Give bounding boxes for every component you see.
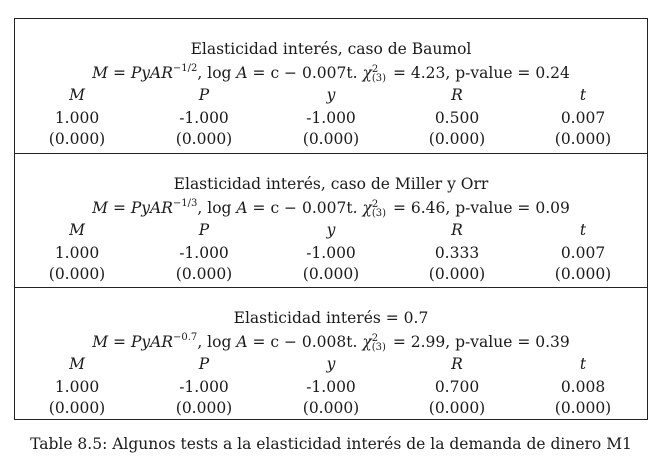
value-cell: 0.500	[434, 109, 480, 127]
value-cell: 0.007	[560, 244, 606, 262]
std-error-cell: (0.000)	[302, 130, 360, 148]
value-cell: 0.007	[560, 109, 606, 127]
header-cell: y	[326, 355, 336, 373]
panel-miller-orr	[15, 153, 647, 287]
header-cell: y	[326, 86, 336, 104]
header-cell: R	[451, 355, 463, 373]
eq-log-text: , log	[197, 333, 237, 351]
std-error-cell: (0.000)	[175, 130, 233, 148]
value-cell: 0.008	[560, 378, 606, 396]
eq-log-rhs: = c − 0.007t.	[247, 199, 363, 217]
eq-chi-sub: (3)	[371, 73, 387, 84]
eq-chi-sup: 2	[371, 333, 379, 344]
eq-chi: χ	[362, 199, 372, 217]
eq-log-var: A	[236, 333, 248, 351]
eq-log-var: A	[236, 199, 248, 217]
eq-chi: χ	[362, 64, 372, 82]
panel-elasticity-0-7	[15, 287, 647, 419]
eq-log-text: , log	[197, 199, 237, 217]
header-cell: P	[198, 221, 210, 239]
header-cell: P	[198, 86, 210, 104]
panel-title: Elasticidad interés, caso de Baumol	[190, 40, 472, 58]
header-row	[15, 85, 647, 106]
header-cell: y	[326, 221, 336, 239]
std-error-cell: (0.000)	[175, 265, 233, 283]
std-error-cell: (0.000)	[48, 399, 106, 417]
value-cell: 1.000	[54, 109, 100, 127]
eq-chi-sup: 2	[371, 64, 379, 75]
eq-stat-text: = 4.23, p-value = 0.24	[388, 64, 570, 82]
header-cell: R	[451, 86, 463, 104]
std-error-cell: (0.000)	[428, 399, 486, 417]
header-cell: t	[579, 86, 587, 104]
value-cell: 0.700	[434, 378, 480, 396]
value-cell: 1.000	[54, 378, 100, 396]
std-error-cell: (0.000)	[428, 265, 486, 283]
std-error-cell: (0.000)	[302, 265, 360, 283]
value-cell: 1.000	[54, 244, 100, 262]
header-row	[15, 354, 647, 375]
std-error-row	[15, 129, 647, 150]
eq-chi-sub: (3)	[371, 342, 386, 353]
eq-rhs: PyAR	[130, 199, 173, 217]
header-row	[15, 220, 647, 241]
eq-rhs: PyAR	[130, 333, 174, 351]
panel-title: Elasticidad interés = 0.7	[233, 309, 429, 327]
eq-exponent: −0.7	[173, 332, 198, 343]
panel-baumol	[15, 19, 647, 153]
eq-rhs: PyAR	[130, 64, 173, 82]
value-row	[15, 108, 647, 129]
table-caption: Table 8.5: Algunos tests a la elasticidad interés de la demanda de dinero M1	[30, 435, 632, 453]
eq-lhs: M	[92, 64, 109, 82]
header-cell: M	[69, 221, 85, 239]
header-cell: P	[198, 355, 210, 373]
value-cell: -1.000	[179, 378, 229, 396]
std-error-cell: (0.000)	[302, 399, 360, 417]
eq-chi: χ	[362, 333, 372, 351]
value-cell: -1.000	[179, 109, 229, 127]
value-cell: 0.333	[434, 244, 480, 262]
panel-equation: M = PyAR$^{-1/3}$, log A = c − 0.007t. χ 2 (3) = 6.46, p-value = 0.09	[92, 198, 570, 219]
eq-log-rhs: = c − 0.007t.	[247, 64, 363, 82]
header-cell: R	[451, 221, 463, 239]
value-cell: -1.000	[306, 378, 356, 396]
eq-exponent: −1/2	[172, 63, 198, 74]
value-cell: -1.000	[306, 109, 356, 127]
eq-log-rhs: = c − 0.008t.	[247, 333, 363, 351]
value-cell: -1.000	[306, 244, 356, 262]
panel-equation: M = PyAR$^{-0.7}$, log A = c − 0.008t. χ 2 (3) = 2.99, p-value = 0.39	[92, 332, 570, 353]
panel-title: Elasticidad interés, caso de Miller y Orr	[173, 175, 489, 193]
value-cell: -1.000	[179, 244, 229, 262]
std-error-cell: (0.000)	[48, 265, 106, 283]
header-cell: t	[579, 221, 587, 239]
std-error-cell: (0.000)	[175, 399, 233, 417]
std-error-cell: (0.000)	[554, 399, 612, 417]
eq-exponent: −1/3	[172, 198, 198, 209]
eq-stat-text: = 6.46, p-value = 0.09	[388, 199, 570, 217]
eq-chi-scripts	[372, 200, 386, 218]
value-row	[15, 243, 647, 264]
eq-chi-scripts	[372, 65, 386, 83]
eq-chi-sub: (3)	[371, 208, 387, 219]
std-error-cell: (0.000)	[554, 130, 612, 148]
std-error-cell: (0.000)	[48, 130, 106, 148]
eq-log-var: A	[236, 64, 248, 82]
eq-lhs: M	[92, 333, 109, 351]
std-error-row	[15, 398, 647, 419]
eq-stat-text: = 2.99, p-value = 0.39	[387, 333, 570, 351]
panel-equation: M = PyAR$^{-1/2}$, log A = c − 0.007t. χ 2 (3) = 4.23, p-value = 0.24	[92, 63, 570, 84]
value-row	[15, 377, 647, 398]
std-error-cell: (0.000)	[554, 265, 612, 283]
results-table	[14, 18, 648, 420]
eq-chi-sup: 2	[371, 199, 379, 210]
std-error-row	[15, 264, 647, 285]
eq-chi-scripts	[372, 334, 386, 352]
eq-lhs: M	[92, 199, 109, 217]
eq-log-text: , log	[197, 64, 237, 82]
header-cell: M	[69, 86, 85, 104]
header-cell: M	[69, 355, 85, 373]
std-error-cell: (0.000)	[428, 130, 486, 148]
header-cell: t	[579, 355, 587, 373]
